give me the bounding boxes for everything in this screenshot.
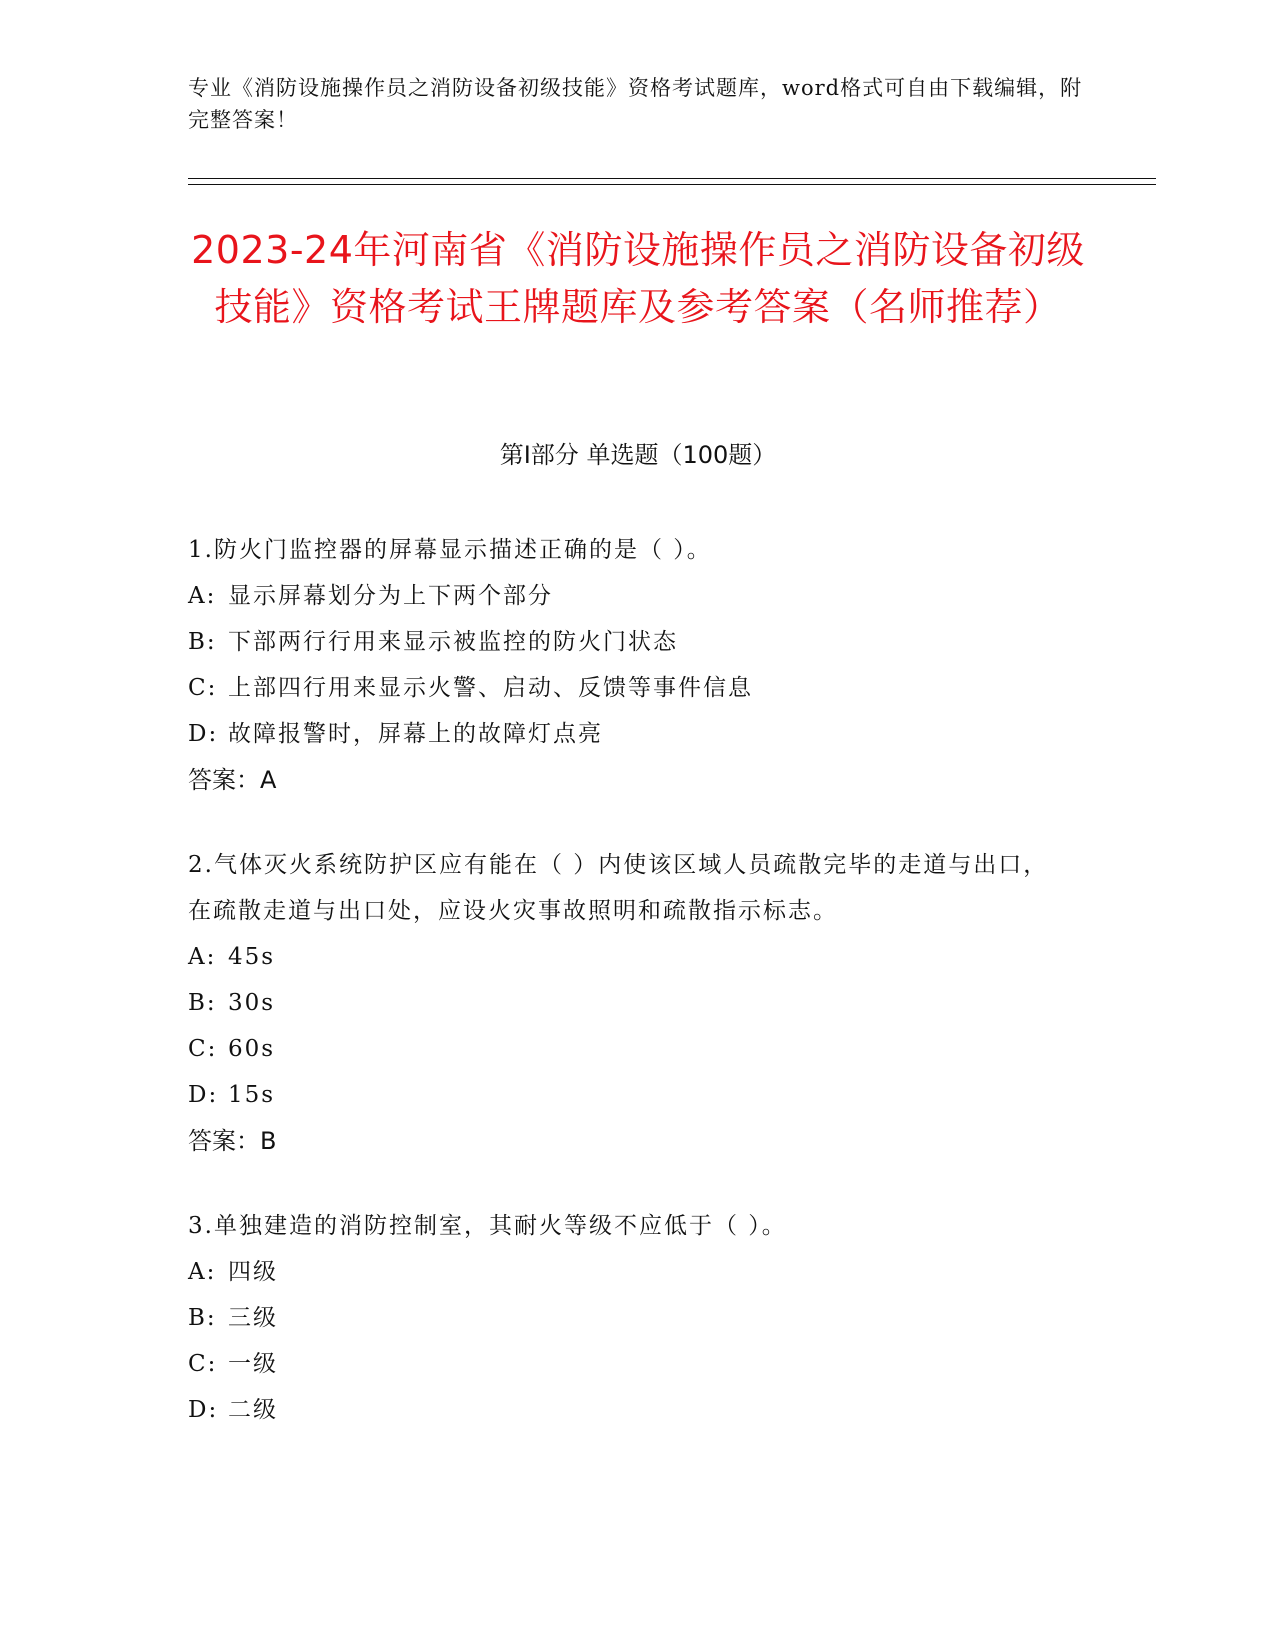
option-text: 上部四行用来显示火警、启动、反馈等事件信息 bbox=[228, 675, 753, 701]
question-list bbox=[188, 527, 1068, 1472]
option-key: C: bbox=[188, 675, 218, 701]
option-text: 15s bbox=[228, 1082, 276, 1108]
option-key: B: bbox=[188, 1305, 217, 1331]
option-text: 下部两行行用来显示被监控的防火门状态 bbox=[228, 629, 678, 655]
option-text: 45s bbox=[228, 944, 276, 970]
option-d bbox=[188, 711, 1068, 757]
option-text: 二级 bbox=[228, 1397, 278, 1423]
option-key: D: bbox=[188, 721, 219, 747]
option-text: 三级 bbox=[228, 1305, 278, 1331]
option-text: 一级 bbox=[228, 1351, 278, 1377]
option-b bbox=[188, 619, 1068, 665]
option-key: D: bbox=[188, 1397, 219, 1423]
option-text: 显示屏幕划分为上下两个部分 bbox=[228, 583, 553, 609]
option-a bbox=[188, 1249, 1068, 1295]
option-d bbox=[188, 1387, 1068, 1433]
option-key: B: bbox=[188, 629, 217, 655]
question-stem: 3.单独建造的消防控制室，其耐火等级不应低于（ ）。 bbox=[188, 1213, 787, 1239]
header-rule-bottom bbox=[188, 184, 1156, 185]
option-c bbox=[188, 665, 1068, 711]
option-key: C: bbox=[188, 1036, 218, 1062]
option-key: D: bbox=[188, 1082, 219, 1108]
option-a bbox=[188, 934, 1068, 980]
option-a bbox=[188, 573, 1068, 619]
option-key: B: bbox=[188, 990, 217, 1016]
option-key: A: bbox=[188, 1259, 217, 1285]
question-1 bbox=[188, 527, 1068, 803]
question-3 bbox=[188, 1203, 1068, 1433]
answer: 答案：A bbox=[188, 766, 277, 794]
option-text: 四级 bbox=[228, 1259, 278, 1285]
option-c bbox=[188, 1026, 1068, 1072]
option-text: 30s bbox=[228, 990, 276, 1016]
question-stem: 1.防火门监控器的屏幕显示描述正确的是（ ）。 bbox=[188, 537, 712, 563]
answer: 答案：B bbox=[188, 1127, 277, 1155]
option-key: C: bbox=[188, 1351, 218, 1377]
document-title: 2023-24年河南省《消防设施操作员之消防设备初级技能》资格考试王牌题库及参考答案（名师推荐） bbox=[191, 228, 1085, 329]
option-d bbox=[188, 1072, 1068, 1118]
question-stem: 2.气体灭火系统防护区应有能在（ ）内使该区域人员疏散完毕的走道与出口，在疏散走道与出口处，应设火灾事故照明和疏散指示标志。 bbox=[188, 852, 1049, 924]
header-note: 专业《消防设施操作员之消防设备初级技能》资格考试题库，word格式可自由下载编辑，附完整答案！ bbox=[188, 76, 1083, 132]
option-b bbox=[188, 1295, 1068, 1341]
question-2 bbox=[188, 842, 1068, 1164]
option-key: A: bbox=[188, 944, 217, 970]
section-title: 第I部分 单选题（100题） bbox=[499, 441, 777, 469]
option-key: A: bbox=[188, 583, 217, 609]
option-b bbox=[188, 980, 1068, 1026]
option-text: 故障报警时，屏幕上的故障灯点亮 bbox=[228, 721, 603, 747]
option-c bbox=[188, 1341, 1068, 1387]
option-text: 60s bbox=[228, 1036, 276, 1062]
header-rule-top bbox=[188, 178, 1156, 179]
